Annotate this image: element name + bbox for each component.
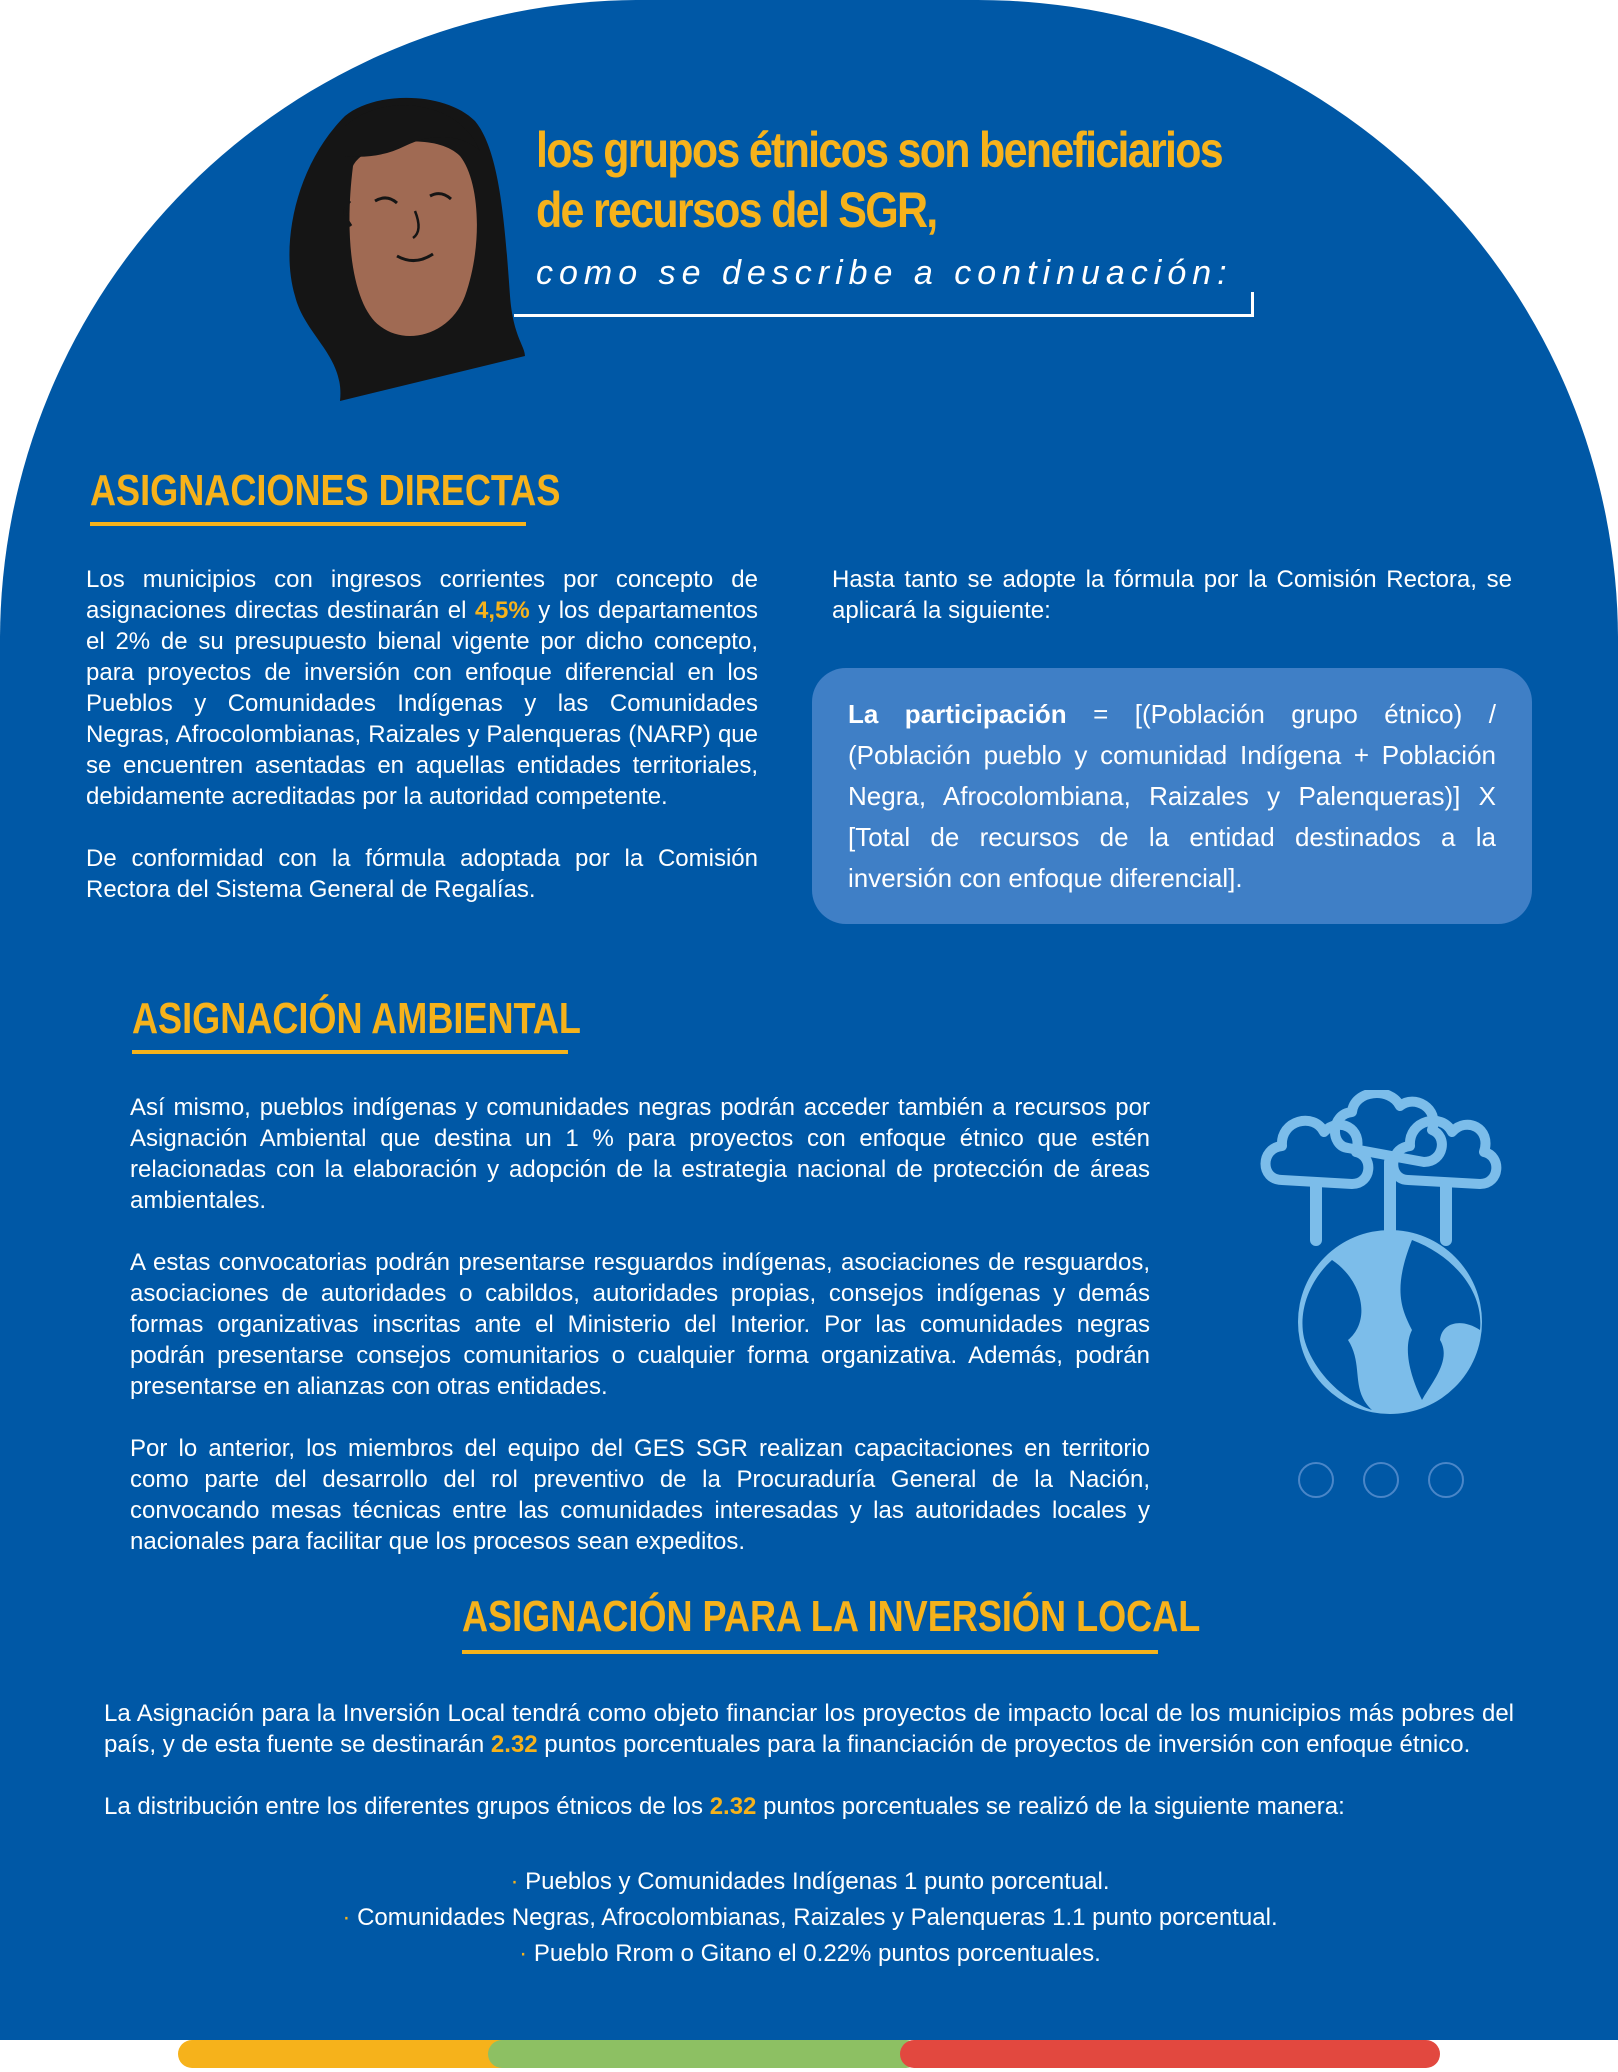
formula-box <box>812 668 1532 924</box>
asignacion-ambiental-text <box>130 1092 1150 1588</box>
asignaciones-directas-paragraph-2: De conformidad con la fórmula adoptada por la Comisión Rectora del Sistema General de Regalías. <box>86 845 758 903</box>
formula-intro: Hasta tanto se adopte la fórmula por la Comisión Rectora, se aplicará la siguiente: <box>832 566 1512 624</box>
list-item <box>160 1936 1460 1972</box>
highlight-number: 2.32 <box>709 1793 757 1820</box>
header-title-line2: de recursos del SGR, <box>536 182 937 238</box>
text-run: puntos porcentuales para la financiación de proyectos de inversión con enfoque étnico. <box>537 1731 1471 1758</box>
formula-label: La participación <box>848 699 1067 729</box>
inversion-local-paragraph-1 <box>104 1698 1514 1760</box>
highlight-percentage: 4,5% <box>474 597 530 624</box>
section-title-inversion-local: ASIGNACIÓN PARA LA INVERSIÓN LOCAL <box>462 1592 1201 1641</box>
footer-bar-red <box>900 2040 1440 2068</box>
pagination-dots <box>1298 1462 1493 1503</box>
list-item-text: Pueblo Rrom o Gitano el 0.22% puntos porcentuales. <box>533 1940 1101 1967</box>
bullet-dot: · <box>519 1940 534 1967</box>
section-title-asignaciones-directas: ASIGNACIONES DIRECTAS <box>90 466 561 515</box>
section-underline <box>462 1650 1158 1654</box>
text-run: y los departamentos el 2% de su presupuesto bienal vigente por dicho concepto, para proyectos de inversión con enfoque diferencial en los Pueblos y Comunidades Indígenas y las Comunidades Negras, Afrocolombianas, Raizales y Palenqueras (NARP) que se encuentren asentadas en aquellas entidades territoriales, debidamente acreditadas por la autoridad competente. <box>86 597 759 810</box>
asignaciones-directas-text <box>86 564 758 936</box>
header-underline <box>514 314 1254 317</box>
header-title <box>536 120 1222 240</box>
formula-text: = [(Población grupo étnico) / (Población pueblo y comunidad Indígena + Población Negra, Afrocolombiana, Raizales y Palenqueras)] X [Total de recursos de la entidad destinados a la inversión con enfoque diferencial]. <box>848 699 1496 893</box>
bullet-dot: · <box>510 1868 526 1895</box>
distribution-list <box>160 1864 1460 1972</box>
text-run: La Asignación para la Inversión Local tendrá como objeto financiar los proyectos de impacto local de los municipios más pobres del país, y de esta fuente se destinarán <box>104 1700 1514 1758</box>
text-run: La distribución entre los diferentes grupos étnicos de los <box>104 1793 710 1820</box>
footer-bar-yellow <box>178 2040 518 2068</box>
asignacion-ambiental-paragraph-3: Por lo anterior, los miembros del equipo del GES SGR realizan capacitaciones en territorio como parte del desarrollo del rol preventivo de la Procuraduría General de la Nación, convocando mesas técnicas entre las comunidades interesadas y las autoridades locales y nacionales para facilitar que los procesos sean expeditos. <box>130 1435 1150 1555</box>
asignaciones-directas-paragraph-1 <box>86 564 758 812</box>
header-underline-tick <box>1251 292 1254 317</box>
earth-trees-icon <box>1252 1090 1512 1420</box>
section-underline <box>90 522 526 526</box>
dot <box>1363 1462 1399 1498</box>
list-item-text: Pueblos y Comunidades Indígenas 1 punto porcentual. <box>525 1868 1110 1895</box>
text-run: puntos porcentuales se realizó de la siguiente manera: <box>756 1793 1345 1820</box>
text-run: Los municipios con ingresos corrientes por concepto de asignaciones directas destinarán el <box>86 566 758 624</box>
dot <box>1428 1462 1464 1498</box>
list-item <box>160 1864 1460 1900</box>
dot <box>1298 1462 1334 1498</box>
list-item-text: Comunidades Negras, Afrocolombianas, Raizales y Palenqueras 1.1 punto porcentual. <box>357 1904 1278 1931</box>
inversion-local-text <box>104 1698 1514 1853</box>
asignacion-ambiental-paragraph-2: A estas convocatorias podrán presentarse resguardos indígenas, asociaciones de resguardos, asociaciones de autoridades o cabildos, autoridades propias, consejos indígenas y demás formas organizativas inscritas ante el Ministerio del Interior. Por las comunidades negras podrán presentarse consejos comunitarios o cualquier forma organizativa. Además, podrán presentarse en alianzas con otras entidades. <box>130 1249 1150 1400</box>
footer-bar-green <box>488 2040 920 2068</box>
inversion-local-paragraph-2 <box>104 1791 1514 1822</box>
section-title-asignacion-ambiental: ASIGNACIÓN AMBIENTAL <box>132 994 581 1043</box>
header-title-line1: los grupos étnicos son beneficiarios <box>536 122 1222 178</box>
section-underline <box>132 1050 568 1054</box>
header-subtitle: como se describe a continuación: <box>536 254 1233 292</box>
list-item <box>160 1900 1460 1936</box>
highlight-number: 2.32 <box>490 1731 538 1758</box>
bullet-dot: · <box>342 1904 358 1931</box>
woman-illustration <box>285 96 525 406</box>
asignacion-ambiental-paragraph-1: Así mismo, pueblos indígenas y comunidades negras podrán acceder también a recursos por Asignación Ambiental que destina un 1 % para proyectos con enfoque étnico que estén relacionadas con la elaboración y adopción de la estrategia nacional de protección de áreas ambientales. <box>130 1094 1150 1214</box>
